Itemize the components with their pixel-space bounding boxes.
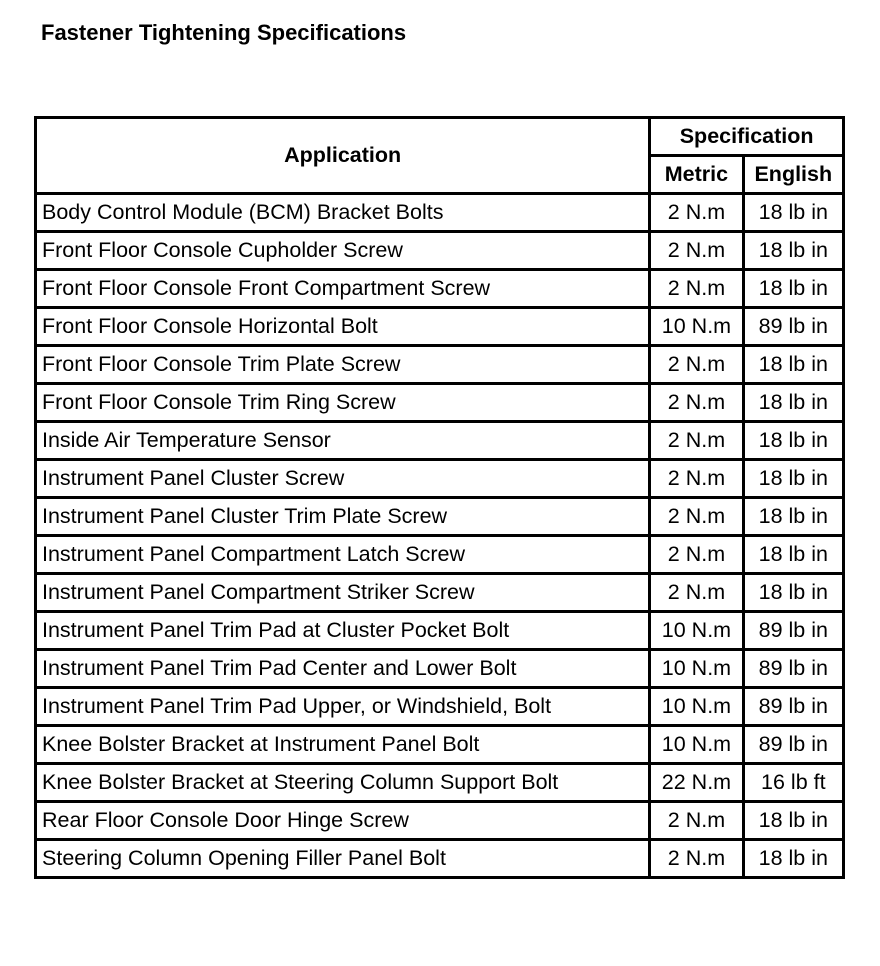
- table-row: [36, 802, 844, 840]
- application-cell: Instrument Panel Cluster Screw: [36, 460, 650, 498]
- english-value-cell: 18 lb in: [743, 460, 843, 498]
- application-cell: Front Floor Console Trim Plate Screw: [36, 346, 650, 384]
- application-cell: Rear Floor Console Door Hinge Screw: [36, 802, 650, 840]
- specification-column-header: Specification: [650, 118, 844, 156]
- application-cell: Knee Bolster Bracket at Steering Column Support Bolt: [36, 764, 650, 802]
- application-cell: Front Floor Console Cupholder Screw: [36, 232, 650, 270]
- english-value-cell: 18 lb in: [743, 422, 843, 460]
- table-row: [36, 308, 844, 346]
- application-cell: Inside Air Temperature Sensor: [36, 422, 650, 460]
- english-value-cell: 18 lb in: [743, 840, 843, 878]
- english-value-cell: 89 lb in: [743, 308, 843, 346]
- table-row: [36, 498, 844, 536]
- table-row: [36, 194, 844, 232]
- metric-value-cell: 2 N.m: [650, 232, 743, 270]
- english-value-cell: 18 lb in: [743, 270, 843, 308]
- table-row: [36, 384, 844, 422]
- application-cell: Instrument Panel Trim Pad at Cluster Pocket Bolt: [36, 612, 650, 650]
- metric-value-cell: 2 N.m: [650, 270, 743, 308]
- page-title: Fastener Tightening Specifications: [41, 20, 407, 45]
- application-cell: Front Floor Console Trim Ring Screw: [36, 384, 650, 422]
- metric-value-cell: 2 N.m: [650, 574, 743, 612]
- metric-value-cell: 2 N.m: [650, 802, 743, 840]
- metric-value-cell: 2 N.m: [650, 194, 743, 232]
- table-row: [36, 612, 844, 650]
- table-row: [36, 726, 844, 764]
- metric-value-cell: 10 N.m: [650, 726, 743, 764]
- english-value-cell: 89 lb in: [743, 726, 843, 764]
- table-row: [36, 270, 844, 308]
- english-value-cell: 18 lb in: [743, 802, 843, 840]
- application-cell: Instrument Panel Trim Pad Upper, or Windshield, Bolt: [36, 688, 650, 726]
- table-row: [36, 688, 844, 726]
- english-value-cell: 18 lb in: [743, 536, 843, 574]
- english-value-cell: 18 lb in: [743, 498, 843, 536]
- table-row: [36, 346, 844, 384]
- metric-value-cell: 2 N.m: [650, 536, 743, 574]
- application-column-header: Application: [36, 118, 650, 194]
- application-cell: Instrument Panel Cluster Trim Plate Screw: [36, 498, 650, 536]
- metric-value-cell: 10 N.m: [650, 650, 743, 688]
- application-cell: Front Floor Console Front Compartment Screw: [36, 270, 650, 308]
- table-row: [36, 422, 844, 460]
- application-cell: Instrument Panel Trim Pad Center and Lower Bolt: [36, 650, 650, 688]
- application-cell: Instrument Panel Compartment Striker Screw: [36, 574, 650, 612]
- english-value-cell: 18 lb in: [743, 346, 843, 384]
- metric-value-cell: 10 N.m: [650, 308, 743, 346]
- metric-value-cell: 2 N.m: [650, 346, 743, 384]
- application-cell: Front Floor Console Horizontal Bolt: [36, 308, 650, 346]
- application-cell: Steering Column Opening Filler Panel Bolt: [36, 840, 650, 878]
- application-cell: Knee Bolster Bracket at Instrument Panel Bolt: [36, 726, 650, 764]
- application-cell: Body Control Module (BCM) Bracket Bolts: [36, 194, 650, 232]
- english-value-cell: 18 lb in: [743, 384, 843, 422]
- table-row: [36, 460, 844, 498]
- metric-value-cell: 22 N.m: [650, 764, 743, 802]
- metric-value-cell: 10 N.m: [650, 688, 743, 726]
- fastener-spec-table: [34, 116, 845, 879]
- english-value-cell: 16 lb ft: [743, 764, 843, 802]
- metric-column-header: Metric: [650, 156, 743, 194]
- table-row: [36, 764, 844, 802]
- english-value-cell: 18 lb in: [743, 574, 843, 612]
- table-row: [36, 536, 844, 574]
- application-cell: Instrument Panel Compartment Latch Screw: [36, 536, 650, 574]
- english-value-cell: 89 lb in: [743, 612, 843, 650]
- table-row: [36, 840, 844, 878]
- metric-value-cell: 2 N.m: [650, 498, 743, 536]
- english-value-cell: 18 lb in: [743, 232, 843, 270]
- table-body: [36, 194, 844, 878]
- metric-value-cell: 2 N.m: [650, 384, 743, 422]
- table-row: [36, 232, 844, 270]
- english-value-cell: 89 lb in: [743, 650, 843, 688]
- english-value-cell: 89 lb in: [743, 688, 843, 726]
- metric-value-cell: 2 N.m: [650, 840, 743, 878]
- header-row-top: [36, 118, 844, 156]
- metric-value-cell: 10 N.m: [650, 612, 743, 650]
- metric-value-cell: 2 N.m: [650, 460, 743, 498]
- table-header: [36, 118, 844, 194]
- table-row: [36, 574, 844, 612]
- english-value-cell: 18 lb in: [743, 194, 843, 232]
- metric-value-cell: 2 N.m: [650, 422, 743, 460]
- english-column-header: English: [743, 156, 843, 194]
- table-row: [36, 650, 844, 688]
